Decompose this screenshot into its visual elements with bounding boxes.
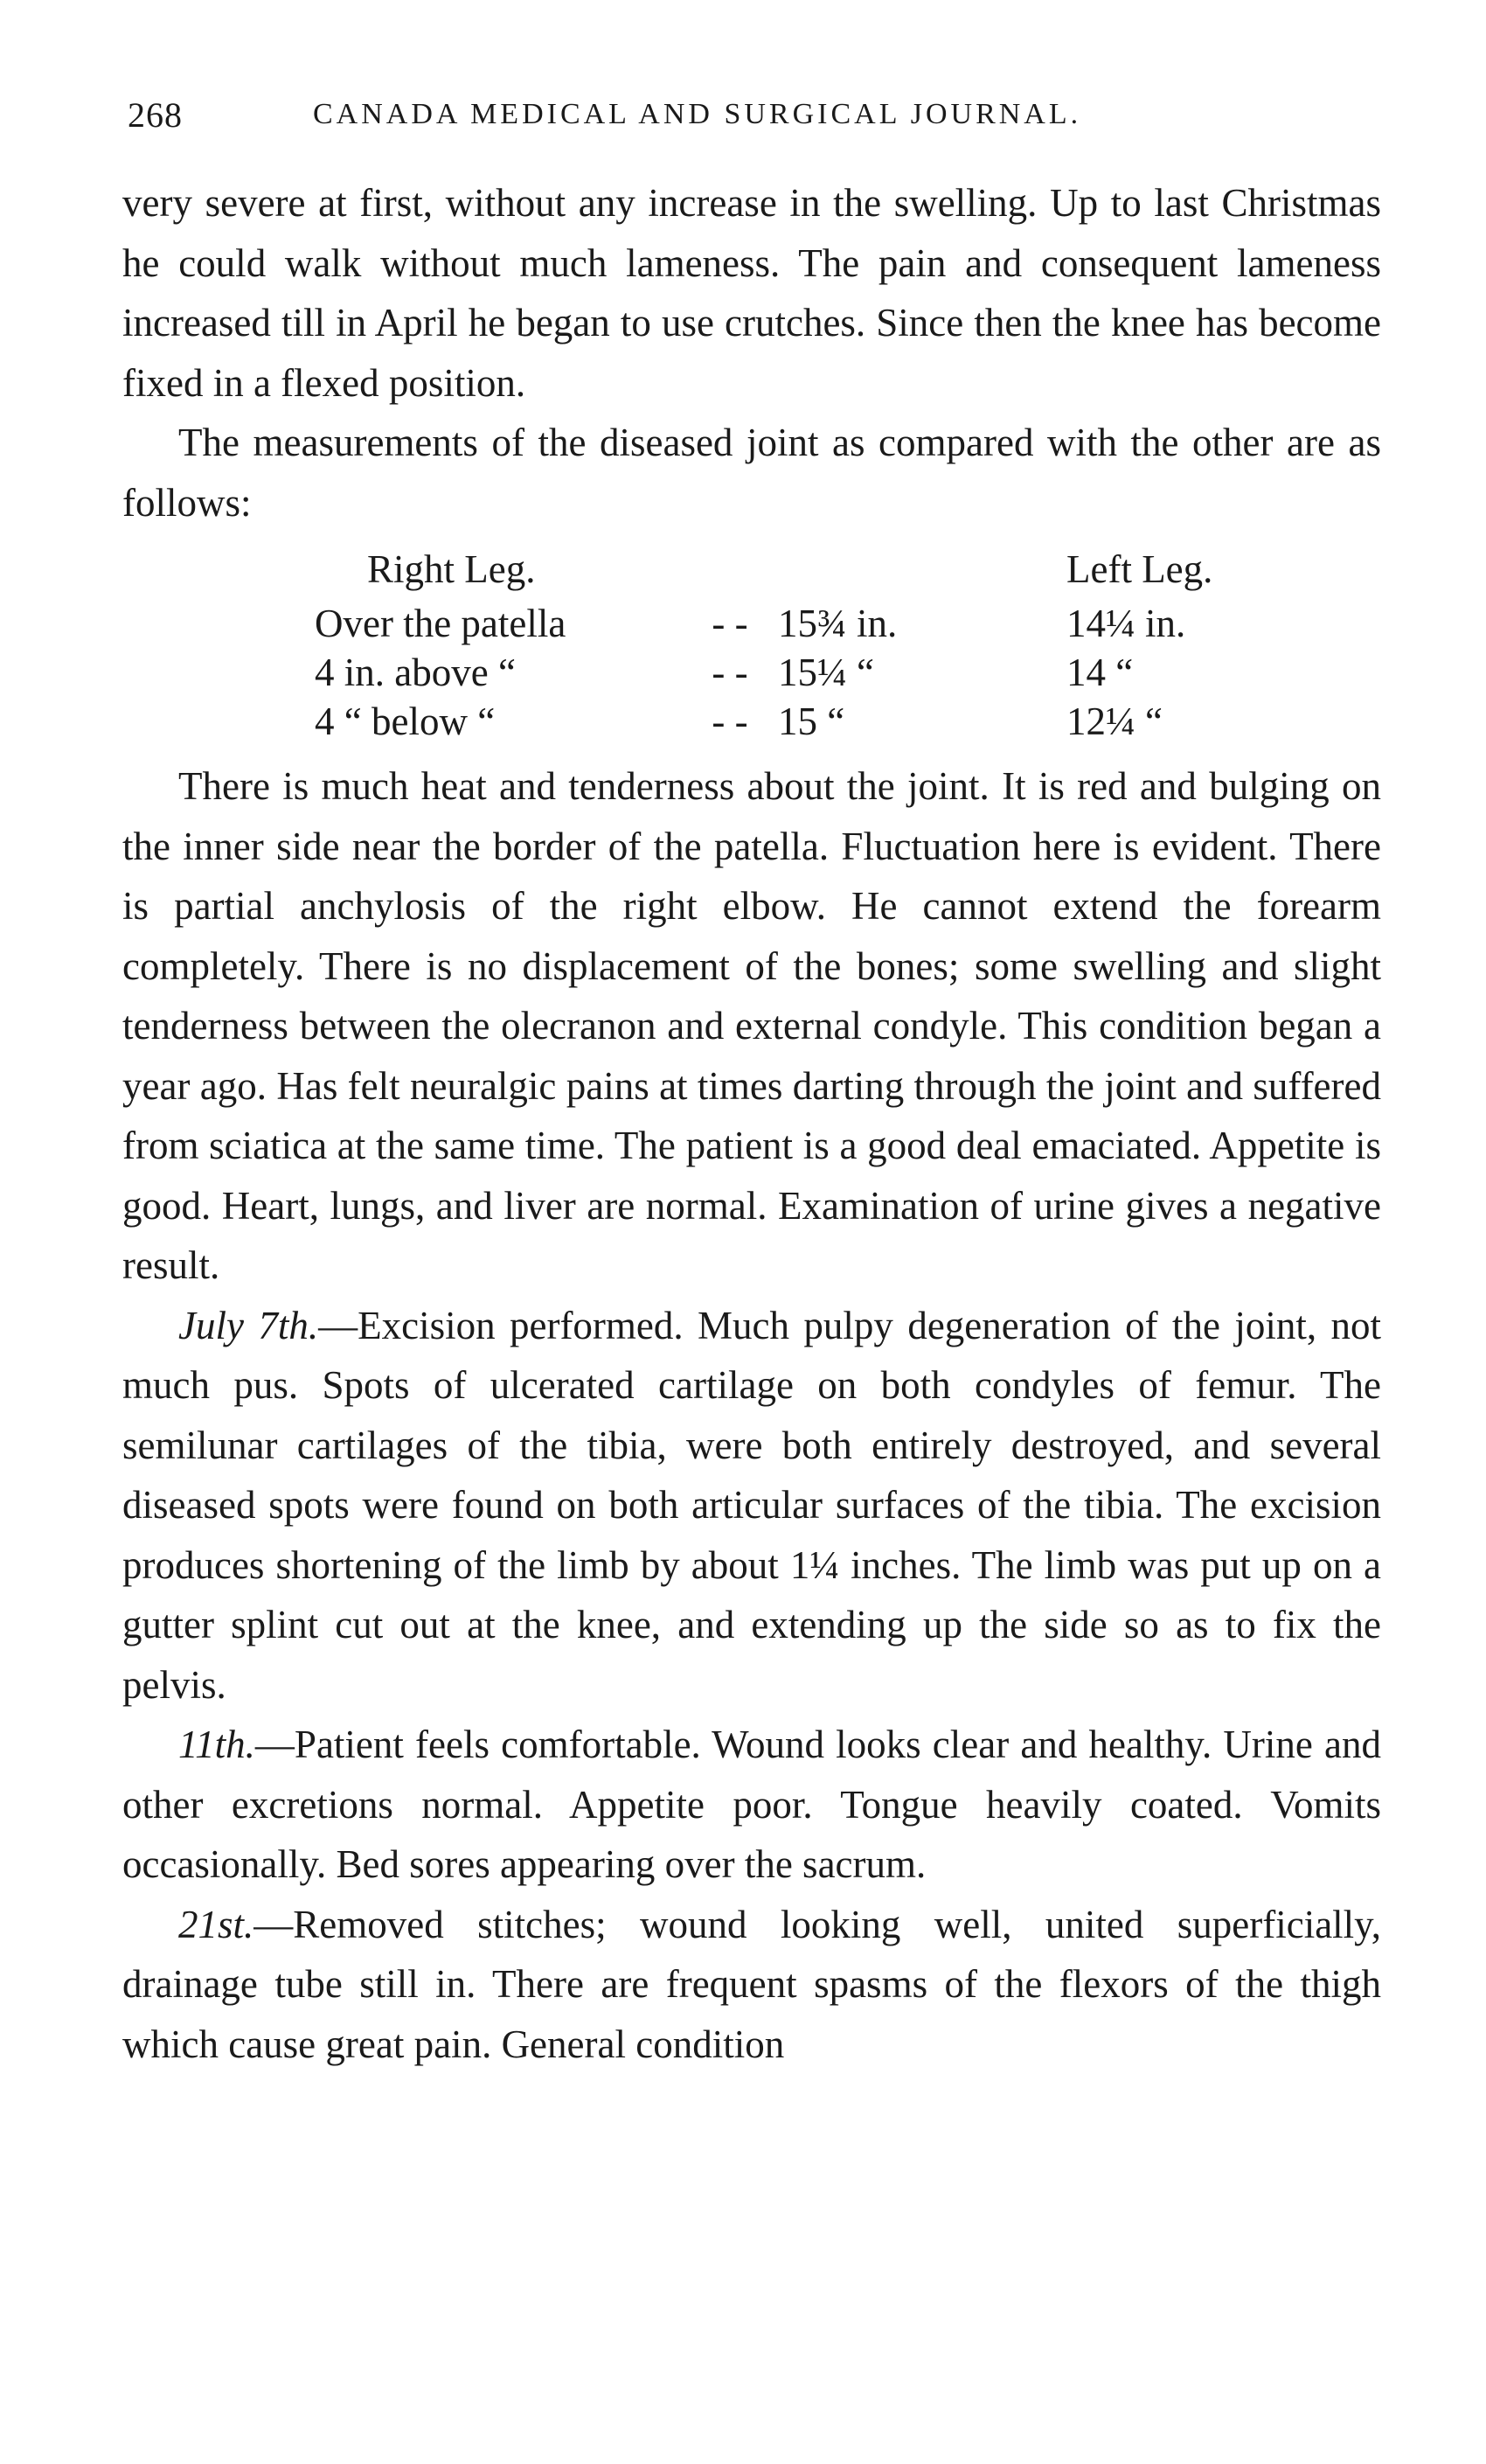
dateline: July 7th. [178, 1303, 319, 1347]
header-left-leg: Left Leg. [1066, 547, 1213, 591]
page-number: 268 [128, 95, 183, 135]
row-left-value: 12¼ “ [1066, 700, 1163, 743]
row-left-value: 14¼ in. [1066, 602, 1186, 645]
article-body [122, 173, 1381, 2074]
row-label: 4 “ below “ [315, 700, 496, 743]
table-row [315, 697, 1294, 746]
journal-title: CANADA MEDICAL AND SURGICAL JOURNAL. [313, 98, 1082, 130]
paragraph-text: There is much heat and tenderness about the joint. It is red and bulging on the inner side near the border of the patella. Fluctuation here is evident. There is partial anchylosis of the right elbow. He cannot extend the forearm completely. There is no displacement of the bones; some swelling and slight tenderness between the olecranon and external condyle. This condition began a year ago. Has felt neuralgic pains at times darting through the joint and suffered from sciatica at the same time. The patient is a good deal emaciated. Appetite is good. Heart, lungs, and liver are normal. Examination of urine gives a negative result. [122, 764, 1381, 1287]
table-header-row [315, 545, 1294, 599]
row-dash: - - [712, 602, 748, 645]
paragraph-examination [122, 756, 1381, 1296]
running-head [128, 94, 1395, 147]
paragraph-text: —Patient feels comfortable. Wound looks clear and healthy. Urine and other excretions normal. Appetite poor. Tongue heavily coated. Vomits occasionally. Bed sores appearing over the sacrum. [122, 1723, 1381, 1886]
paragraph-21st [122, 1895, 1381, 2075]
paragraph-text: —Removed stitches; wound looking well, united superficially, drainage tube still in. There are frequent spasms of the flexors of the thigh which cause great pain. General condition [122, 1902, 1381, 2066]
dateline: 11th. [178, 1723, 255, 1766]
paragraph-measurements-intro: The measurements of the diseased joint as compared with the other are as follows: [122, 421, 1381, 525]
row-label: Over the patella [315, 602, 566, 645]
paragraph-history: very severe at first, without any increase in the swelling. Up to last Christmas he could walk without much lameness. The pain and consequent lameness increased till in April he began to use crutches. Since then the knee has become fixed in a flexed position. [122, 181, 1381, 405]
row-left-value: 14 “ [1066, 651, 1134, 694]
measurements-table-wrap [122, 545, 1381, 746]
row-right-value: 15¼ “ [778, 651, 874, 694]
paragraph-11th [122, 1715, 1381, 1895]
row-dash: - - [712, 651, 748, 694]
table-row [315, 599, 1294, 648]
header-right-leg: Right Leg. [367, 547, 536, 591]
row-right-value: 15 “ [778, 700, 845, 743]
measurements-table [315, 545, 1294, 746]
row-label: 4 in. above “ [315, 651, 516, 694]
row-right-value: 15¾ in. [778, 602, 898, 645]
table-row [315, 648, 1294, 697]
dateline: 21st. [178, 1902, 254, 1946]
paragraph-text: —Excision performed. Much pulpy degeneration of the joint, not much pus. Spots of ulcerated cartilage on both condyles of femur. The semilunar cartilages of the tibia, were both entirely destroyed, and several diseased spots were found on both articular surfaces of the tibia. The excision produces shortening of the limb by about 1¼ inches. The limb was put up on a gutter splint cut out at the knee, and extending up the side so as to fix the pelvis. [122, 1303, 1382, 1707]
row-dash: - - [712, 700, 748, 743]
paragraph-july-7 [122, 1296, 1381, 1716]
